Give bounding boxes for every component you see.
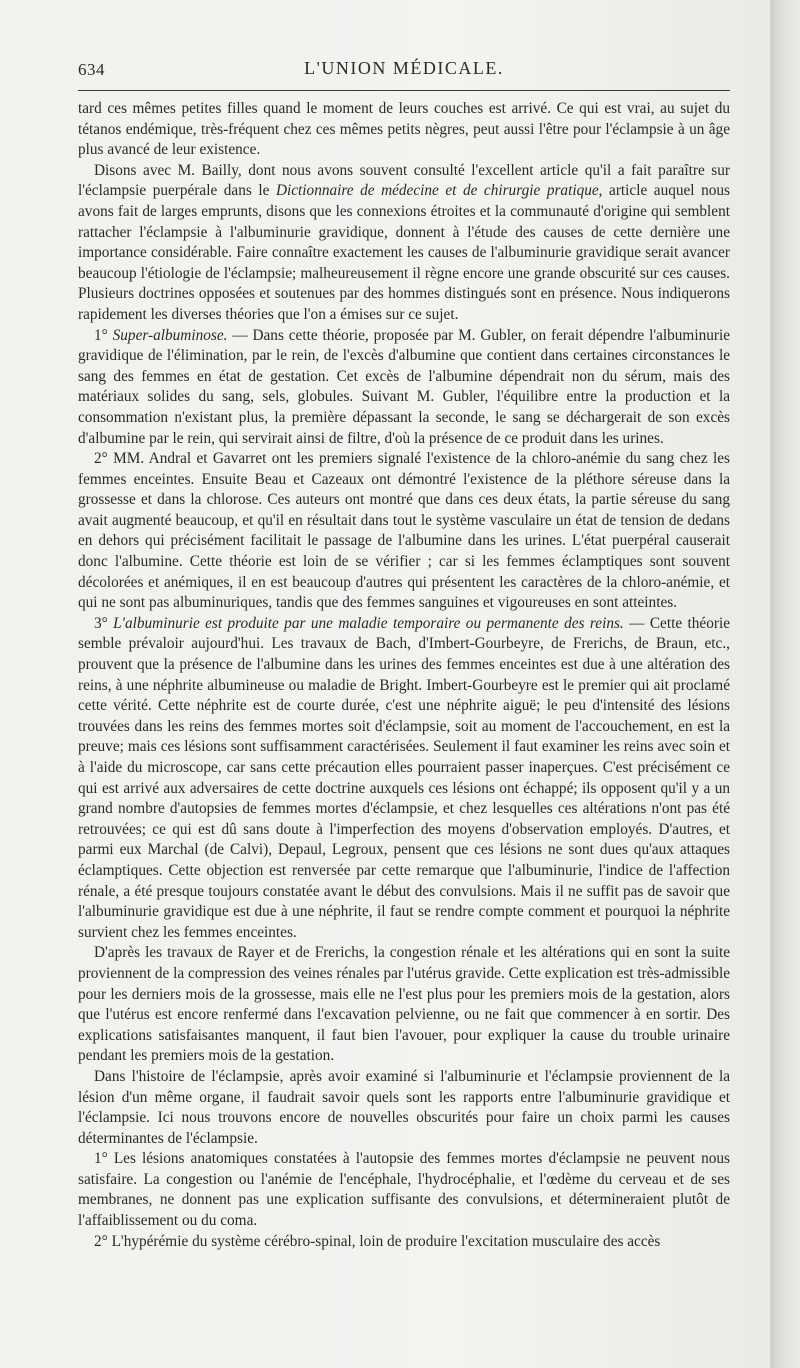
- page-header: [78, 58, 730, 88]
- paragraph-3-number: 1°: [94, 326, 113, 344]
- header-rule: [78, 90, 730, 91]
- paragraph-3: [78, 326, 730, 450]
- dictionary-title: Dictionnaire de médecine et de chirurgie pratique: [275, 182, 599, 200]
- paragraph-2: [78, 161, 730, 326]
- paragraph-2-text-a: Disons avec M. Bailly, dont nous avons souvent consulté l'excellent article qu'il a fait paraître sur l'éclampsie puerpérale dans le: [78, 161, 730, 200]
- paragraph-8: 1° Les lésions anatomiques constatées à l'autopsie des femmes mortes d'éclampsie ne peuvent nous satisfaire. La congestion ou l'anémie de l'encéphale, l'hydrocéphalie, et l'œdème du cerveau et de ses membranes, ne donnent pas une explication suffisante des convulsions, et détermineraient plutôt de l'affaiblissement ou du coma.: [78, 1150, 730, 1230]
- body-text: [78, 99, 730, 1252]
- paragraph-5-number: 3°: [94, 614, 114, 632]
- paragraph-3-text: — Dans cette théorie, proposée par M. Gubler, on ferait dépendre l'albuminurie gravidique de l'élimination, par le rein, de l'excès d'albumine que contient dans certaines circonstances le sang des femmes en état de gestation. Cet excès de l'albumine dépendrait non du sérum, mais des matériaux solides du sang, sels, globules. Suivant M. Gubler, l'équilibre entre la production et la consommation n'existant plus, la première dépassant la seconde, le sang se déchargerait de son excès d'albumine par le rein, qui servirait ainsi de filtre, d'où la présence de ce produit dans les urines.: [78, 326, 730, 447]
- running-title: L'UNION MÉDICALE.: [304, 58, 504, 78]
- paragraph-5-heading: L'albuminurie est produite par une maladie temporaire ou permanente des reins.: [113, 614, 624, 632]
- paragraph-6: D'après les travaux de Rayer et de Frerichs, la congestion rénale et les altérations qui en sont la suite proviennent de la compression des veines rénales par l'utérus gravide. Cette explication est très-admissible pour les derniers mois de la grossesse, mais elle ne l'est plus pour les premiers mois de la gestation, alors que l'utérus est encore renfermé dans l'excavation pelvienne, ou ne fait que commencer à en sortir. Des explications satisfaisantes manquent, il faut bien l'avouer, pour expliquer la cause du trouble urinaire pendant les premiers mois de la gestation.: [78, 944, 730, 1065]
- paragraph-4: 2° MM. Andral et Gavarret ont les premiers signalé l'existence de la chloro-anémie du sang chez les femmes enceintes. Ensuite Beau et Cazeaux ont démontré l'existence de la pléthore séreuse dans la grossesse et dans la chlorose. Ces auteurs ont montré que dans ces deux états, la partie séreuse du sang avait augmenté beaucoup, et qu'il en résultait dans tout le système vasculaire un état de tension de dedans en dehors qui précisément facilitait le passage de l'albumine dans les urines. L'état puerpéral causerait donc l'albumine. Cette théorie est loin de se vérifier ; car si les femmes éclamptiques sont souvent décolorées et anémiques, il en est beaucoup d'autres qui présentent les caractères de la chloro-anémie, et qui ne sont pas albuminuriques, tandis que des femmes sanguines et vigoureuses en sont atteintes.: [78, 450, 730, 612]
- page-number: 634: [78, 60, 105, 79]
- page-edge-shadow: [770, 0, 800, 1368]
- paragraph-5-text: — Cette théorie semble prévaloir aujourd'hui. Les travaux de Bach, d'Imbert-Gourbeyre, de Frerichs, de Braun, etc., prouvent que la présence de l'albumine dans les urines des femmes enceintes est due à une altération des reins, à une néphrite albumineuse ou maladie de Bright. Imbert-Gourbeyre est le premier qui ait proclamé cette vérité. Cette néphrite est de courte durée, c'est une néphrite aiguë; le peu d'intensité des lésions trouvées dans les reins des femmes mortes soit d'éclampsie, soit au moment de l'accouchement, en est la preuve; mais ces lésions sont suffisamment caractérisées. Seulement il faut examiner les reins avec soin et à l'aide du microscope, car sans cette précaution elles pourraient passer inaperçues. C'est précisément ce qui est arrivé aux adversaires de cette doctrine auxquels ces lésions ont échappé; ils opposent qu'il y a un grand nombre d'autopsies de femmes mortes d'éclampsie, et chez lesquelles ces altérations n'ont pas été retrouvées; ce qui est dû sans doute à l'imperfection des moyens d'observation employés. D'autres, et parmi eux Marchal (de Calvi), Depaul, Legroux, pensent que ces lésions ne sont dues qu'aux attaques éclamptiques. Cette objection est renversée par cette remarque que l'albuminurie, l'indice de l'affection rénale, a été presque toujours constatée avant le début des convulsions. Mais il ne suffit pas de savoir que l'albuminurie gravidique est due à une néphrite, il faut se rendre compte comment et pourquoi la néphrite survient chez les femmes enceintes.: [78, 614, 730, 941]
- paragraph-7: Dans l'histoire de l'éclampsie, après avoir examiné si l'albuminurie et l'éclampsie proviennent de la lésion d'un même organe, il faudrait savoir quels sont les rapports entre l'albuminurie gravidique et l'éclampsie. Ici nous trouvons encore de nouvelles obscurités pour faire un choix parmi les causes déterminantes de l'éclampsie.: [78, 1067, 730, 1147]
- paragraph-2-text-b: , article auquel nous avons fait de larges emprunts, disons que les connexions étroites et la communauté d'origine qui semblent rattacher l'éclampsie à l'albuminurie gravidique, donnent à l'étude des causes de cette dernière une importance considérable. Faire connaître exactement les causes de l'albuminurie gravidique serait avancer beaucoup l'étiologie de l'éclampsie; malheureusement il règne encore une grande obscurité sur ces causes. Plusieurs doctrines opposées et soutenues par des hommes distingués sont en présence. Nous indiquerons rapidement les diverses théories que l'on a émises sur ce sujet.: [78, 182, 730, 323]
- paragraph-3-heading: Super-albuminose.: [112, 326, 228, 344]
- paragraph-5: [78, 614, 730, 944]
- paragraph-9: 2° L'hypérémie du système cérébro-spinal, loin de produire l'excitation musculaire des accès: [94, 1232, 661, 1250]
- paragraph-1: tard ces mêmes petites filles quand le moment de leurs couches est arrivé. Ce qui est vrai, au sujet du tétanos endémique, très-fréquent chez ces mêmes petits nègres, peut aussi l'être pour l'éclampsie à un âge plus avancé de leur existence.: [78, 100, 730, 159]
